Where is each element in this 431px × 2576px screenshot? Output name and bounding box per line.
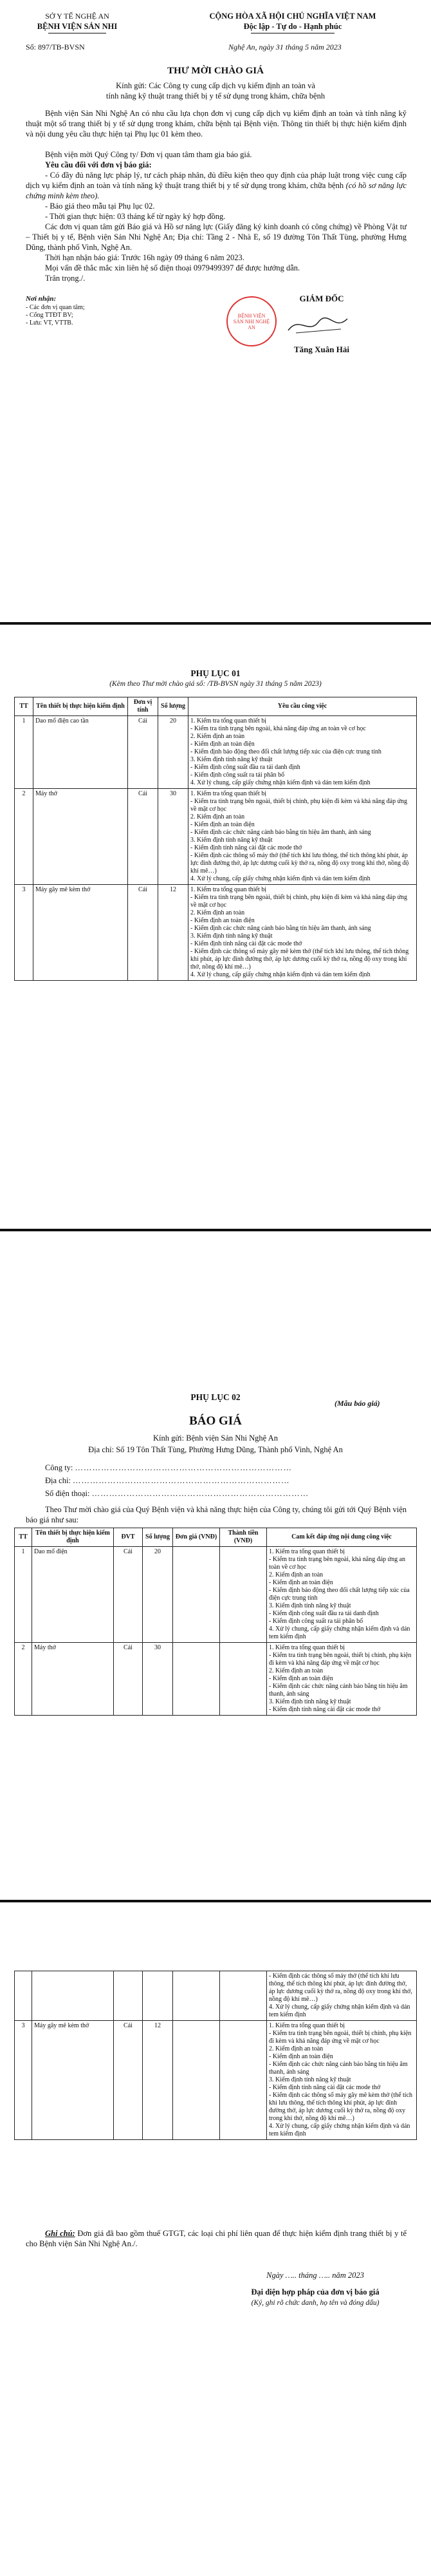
req-line: - Kiểm định các thông số máy gây mê kèm thở (thể tích khí lưu thông, thể tích thông khí phút, áp lực đỉnh đường thở, áp lực dương cuối kỳ thở ra, nồng độ oxy trong khí thở, nồng độ khí mê…) bbox=[190, 948, 409, 971]
appendix2-title: PHỤ LỤC 02 bbox=[190, 1392, 241, 1402]
contact-info: Mọi vấn đề thắc mắc xin liên hệ số điện thoại 0979499397 để được hướng dẫn. bbox=[45, 263, 300, 272]
sign-note: (Ký, ghi rõ chức danh, họ tên và đóng dấu) bbox=[251, 2299, 380, 2307]
req-line: - Kiểm tra tình trạng bên ngoài, khả năng đáp ứng an toàn về cơ học bbox=[190, 725, 366, 732]
req-line: - Kiểm định các chức năng cảnh báo bằng tín hiệu âm thanh, ánh sáng bbox=[190, 925, 371, 932]
req-line: 1. Kiểm tra tổng quan thiết bị bbox=[269, 2022, 345, 2029]
table-row bbox=[15, 885, 417, 981]
col-header: Tên thiết bị thực hiện kiểm định bbox=[32, 1528, 114, 1547]
cell-qty: 20 bbox=[158, 716, 188, 789]
page-separator bbox=[0, 1229, 431, 1231]
cell-tt bbox=[15, 1971, 32, 2021]
req-line: - Kiểm định các thông số máy thở (thể tích khí lưu thông, thể tích thông khí phút, áp lực đỉnh đường thở, áp lực dương cuối kỳ thở ra, nồng độ oxy trong khí thở, nồng độ khí mê…) bbox=[269, 1973, 412, 2003]
regards: Trân trọng./. bbox=[45, 274, 86, 283]
req-line: 2. Kiểm định an toàn bbox=[190, 909, 245, 916]
cell-unit: Cái bbox=[128, 885, 158, 981]
signature-image bbox=[283, 312, 354, 338]
req-line: 3. Kiểm định tính năng kỹ thuật bbox=[190, 756, 273, 763]
cell-device-name: Máy gây mê kèm thở bbox=[33, 885, 128, 981]
table-row bbox=[15, 1643, 417, 1716]
cell-device-name: Máy gây mê kèm thở bbox=[32, 2021, 114, 2140]
phone-dots: ………………………………………………………………… bbox=[91, 1489, 309, 1498]
sign-date: Ngày ….. tháng ….. năm 2023 bbox=[266, 2271, 364, 2280]
motto: Độc lập - Tự do - Hạnh phúc bbox=[243, 22, 342, 31]
note-text: Đơn giá đã bao gồm thuế GTGT, các loại chi phí liên quan để thực hiện kiểm định trang thiết bị y tế cho Bệnh viện Sản Nhi Nghệ An./. bbox=[26, 2229, 407, 2248]
address-field bbox=[45, 1476, 290, 1486]
recipients-list bbox=[26, 304, 85, 327]
template-note: (Mẫu báo giá) bbox=[335, 1399, 380, 1408]
cell-requirements bbox=[188, 789, 417, 885]
cell-commitment bbox=[267, 1971, 417, 2021]
address-dots: ………………………………………………………………… bbox=[73, 1476, 290, 1485]
cell-unit-price[interactable] bbox=[173, 1547, 220, 1643]
requirement-1-note: (có hồ sơ năng lực chứng minh kèm theo). bbox=[26, 181, 407, 200]
req-line: 1. Kiểm tra tổng quan thiết bị bbox=[190, 717, 267, 724]
cell-unit bbox=[114, 1971, 143, 2021]
req-line: - Kiểm định các thông số máy gây mê kèm thở (thể tích khí lưu thông, thể tích thông khí phút, áp lực đỉnh đường thở, áp lực dương cuối kỳ thở ra, nồng độ oxy trong khí thở, nồng độ khí mê…) bbox=[269, 2092, 413, 2122]
cell-tt: 2 bbox=[15, 1643, 32, 1716]
requirement-1 bbox=[26, 170, 407, 201]
appendix1-subtitle: (Kèm theo Thư mời chào giá số: /TB-BVSN ngày 31 tháng 5 năm 2023) bbox=[109, 680, 322, 688]
cell-device-name: Dao mổ điện cao tần bbox=[33, 716, 128, 789]
requirement-3: - Thời gian thực hiện: 03 tháng kể từ ngày ký hợp đồng. bbox=[45, 212, 226, 221]
letter-title: THƯ MỜI CHÀO GIÁ bbox=[167, 66, 264, 76]
req-line: - Kiểm định các chức năng cảnh báo bằng tín hiệu âm thanh, ánh sáng bbox=[269, 2061, 408, 2076]
col-header: Cam kết đáp ứng nội dung công việc bbox=[267, 1528, 417, 1547]
requirements-heading: Yêu cầu đối với đơn vị báo giá: bbox=[45, 160, 152, 169]
cell-total[interactable] bbox=[220, 1643, 267, 1716]
appendix1-title: PHỤ LỤC 01 bbox=[190, 668, 241, 678]
quote-intro: Theo Thư mời chào giá của Quý Bệnh viện và khả năng thực hiện của Công ty, chúng tôi gửi tới Quý Bệnh viện báo giá như sau: bbox=[26, 1505, 407, 1524]
cell-tt: 1 bbox=[15, 1547, 32, 1643]
letter-paragraph-1: Bệnh viện Sản Nhi Nghệ An có nhu cầu lựa chọn đơn vị cung cấp dịch vụ kiểm định an toàn và tính năng kỹ thuật một số trang thiết bị y tế sử dụng trong khám, chữa bệnh tại Bệnh viện. Thông tin thiết bị thực hiện kiểm định và nội dung yêu cầu thực hiện tại Phụ lục 01 kèm theo. bbox=[26, 109, 407, 138]
table-row bbox=[15, 1971, 417, 2021]
letter-recipient-2: tính năng kỹ thuật trang thiết bị y tế sử dụng trong khám, chữa bệnh bbox=[105, 91, 326, 100]
req-line: - Kiểm định an toàn điện bbox=[269, 1579, 333, 1586]
note-label: Ghi chú: bbox=[45, 2229, 75, 2238]
signer-title: GIÁM ĐỐC bbox=[299, 294, 344, 303]
req-line: - Kiểm định an toàn điện bbox=[269, 2053, 333, 2060]
cell-qty bbox=[143, 1971, 173, 2021]
req-line: 2. Kiểm định an toàn bbox=[269, 1571, 324, 1578]
req-line: 2. Kiểm định an toàn bbox=[190, 813, 245, 820]
table-row bbox=[15, 2021, 417, 2140]
cell-qty: 30 bbox=[158, 789, 188, 885]
doc-date: Nghệ An, ngày 31 tháng 5 năm 2023 bbox=[228, 43, 342, 52]
company-field bbox=[45, 1463, 292, 1473]
cell-commitment bbox=[267, 1547, 417, 1643]
col-header: Đơn giá (VNĐ) bbox=[173, 1528, 220, 1547]
req-line: 1. Kiểm tra tổng quan thiết bị bbox=[190, 790, 267, 797]
req-line: 3. Kiểm định tính năng kỹ thuật bbox=[190, 837, 273, 844]
recipient-item: - Cổng TTĐT BV; bbox=[26, 312, 73, 319]
req-line: - Kiểm định các chức năng cảnh báo bằng tín hiệu âm thanh, ánh sáng bbox=[269, 1683, 408, 1698]
req-line: - Kiểm tra tình trạng bên ngoài, thiết bị chính, phụ kiện đi kèm và khả năng đáp ứng về mặt cơ học bbox=[190, 894, 408, 909]
req-line: 2. Kiểm định an toàn bbox=[190, 733, 245, 740]
cell-total[interactable] bbox=[220, 1547, 267, 1643]
req-line: - Kiểm tra tình trạng bên ngoài, thiết bị chính, phụ kiện đi kèm và khả năng đáp ứng về mặt cơ học bbox=[269, 1652, 412, 1667]
req-line: - Kiểm định an toàn điện bbox=[190, 821, 255, 828]
req-line: - Kiểm tra tình trạng bên ngoài, thiết bị chính, phụ kiện đi kèm và khả năng đáp ứng về mặt cơ học bbox=[269, 2030, 412, 2045]
req-line: 3. Kiểm định tính năng kỹ thuật bbox=[190, 933, 273, 940]
nation-name: CỘNG HÒA XÃ HỘI CHỦ NGHĨA VIỆT NAM bbox=[209, 12, 376, 21]
cell-device-name: Dao mổ điện bbox=[32, 1547, 114, 1643]
quote-table-continued bbox=[14, 1971, 417, 2140]
phone-field bbox=[45, 1489, 309, 1499]
cell-unit: Cái bbox=[114, 1547, 143, 1643]
company-label: Công ty: bbox=[45, 1463, 73, 1472]
recipient-item: - Các đơn vị quan tâm; bbox=[26, 304, 85, 311]
cell-qty: 20 bbox=[143, 1547, 173, 1643]
page-separator bbox=[0, 622, 431, 625]
col-header: TT bbox=[15, 697, 33, 716]
req-line: 4. Xử lý chung, cấp giấy chứng nhận kiểm định và dán tem kiểm định bbox=[190, 971, 371, 978]
cell-unit-price[interactable] bbox=[173, 1971, 220, 2021]
quote-recipient: Kính gửi: Bệnh viện Sản Nhi Nghệ An bbox=[153, 1434, 278, 1443]
req-line: - Kiểm định báo động theo đối chất lượng tiếp xúc của điện cực trung tính bbox=[190, 748, 381, 755]
cell-unit: Cái bbox=[128, 789, 158, 885]
col-header: ĐVT bbox=[114, 1528, 143, 1547]
quote-table bbox=[14, 1528, 417, 1716]
req-line: - Kiểm tra tình trạng bên ngoài, thiết bị chính, phụ kiện đi kèm và khả năng đáp ứng về mặt cơ học bbox=[190, 798, 408, 813]
req-line: - Kiểm định các chức năng cảnh báo bằng tín hiệu âm thanh, ánh sáng bbox=[190, 829, 371, 836]
req-line: - Kiểm định tính năng cài đặt các mode thở bbox=[269, 1706, 381, 1713]
doc-number: Số: 897/TB-BVSN bbox=[26, 43, 85, 52]
hospital-name: BỆNH VIỆN SẢN NHI bbox=[37, 22, 118, 31]
table-header-row bbox=[15, 697, 417, 716]
req-line: - Kiểm định công suất ra tải phân bố bbox=[269, 1618, 363, 1625]
req-line: - Kiểm định báo động theo đối chất lượng tiếp xúc của điện cực trung tính bbox=[269, 1587, 410, 1602]
cell-commitment bbox=[267, 1643, 417, 1716]
cell-tt: 1 bbox=[15, 716, 33, 789]
req-line: 1. Kiểm tra tổng quan thiết bị bbox=[269, 1548, 345, 1555]
cell-tt: 2 bbox=[15, 789, 33, 885]
letter-paragraph-2: Bệnh viện mời Quý Công ty/ Đơn vị quan tâm tham gia báo giá. bbox=[45, 150, 252, 159]
req-line: 4. Xử lý chung, cấp giấy chứng nhận kiểm định và dán tem kiểm định bbox=[269, 1625, 410, 1640]
cell-tt: 3 bbox=[15, 2021, 32, 2140]
req-line: 3. Kiểm định tính năng kỹ thuật bbox=[269, 1698, 351, 1705]
req-line: - Kiểm định tính năng cài đặt các mode thở bbox=[269, 2084, 381, 2091]
req-line: - Kiểm định an toàn điện bbox=[190, 741, 255, 748]
address-label: Địa chỉ: bbox=[45, 1476, 71, 1485]
req-line: - Kiểm định công suất đầu ra tải danh định bbox=[190, 764, 300, 771]
signer-name: Tăng Xuân Hải bbox=[294, 345, 349, 354]
letter-paragraph-3: Các đơn vị quan tâm gửi Báo giá và Hồ sơ năng lực (Giấy đăng ký kinh doanh có công chứng) về Phòng Vật tư – Thiết bị y tế, Bệnh viện Sản Nhi Nghệ An; Địa chỉ: Tầng 2 - Nhà E, số 19 đường Tôn Thất Tùng, phường Hưng Dũng, thành phố Vinh, Nghệ An. bbox=[26, 222, 407, 252]
req-line: 1. Kiểm tra tổng quan thiết bị bbox=[269, 1644, 345, 1651]
official-stamp bbox=[226, 296, 277, 346]
col-header: Số lượng bbox=[158, 697, 188, 716]
req-line: 3. Kiểm định tính năng kỹ thuật bbox=[269, 2076, 351, 2083]
requirement-2: - Báo giá theo mẫu tại Phụ lục 02. bbox=[45, 202, 155, 211]
page-separator bbox=[0, 1900, 431, 1902]
req-line: 4. Xử lý chung, cấp giấy chứng nhận kiểm định và dán tem kiểm định bbox=[269, 2123, 410, 2137]
company-dots: ………………………………………………………………… bbox=[75, 1463, 293, 1472]
req-line: 2. Kiểm định an toàn bbox=[269, 1667, 324, 1674]
cell-total[interactable] bbox=[220, 1971, 267, 2021]
col-header: Tên thiết bị thực hiện kiểm định bbox=[33, 697, 128, 716]
phone-label: Số điện thoại: bbox=[45, 1489, 90, 1498]
cell-qty: 30 bbox=[143, 1643, 173, 1716]
cell-unit-price[interactable] bbox=[173, 2021, 220, 2140]
req-line: - Kiểm định các thông số máy thở (thể tích khí lưu thông, thể tích thông khí phút, áp lực đỉnh đường thở, áp lực dương cuối kỳ thở ra, nồng độ oxy trong khí thở, nồng độ khí mê…) bbox=[190, 852, 409, 875]
cell-unit: Cái bbox=[114, 1643, 143, 1716]
col-header: Thành tiền (VNĐ) bbox=[220, 1528, 267, 1547]
cell-qty: 12 bbox=[143, 2021, 173, 2140]
deadline: Thời hạn nhận báo giá: Trước 16h ngày 09 tháng 6 năm 2023. bbox=[45, 253, 244, 262]
appendix1-table bbox=[14, 697, 417, 981]
quote-heading: BÁO GIÁ bbox=[189, 1414, 242, 1428]
req-line: 4. Xử lý chung, cấp giấy chứng nhận kiểm định và dán tem kiểm định bbox=[190, 779, 371, 786]
requirement-1-text: - Có đầy đủ năng lực pháp lý, tư cách pháp nhân, đủ điều kiện theo quy định của pháp luật trong việc cung cấp dịch vụ kiểm định an toàn và tính năng kỹ thuật trang thiết bị y tế sử dụng trong khám, chữa bệnh bbox=[26, 171, 407, 190]
letter-recipient-1: Kính gửi: Các Công ty cung cấp dịch vụ kiểm định an toàn và bbox=[116, 81, 315, 90]
cell-unit-price[interactable] bbox=[173, 1643, 220, 1716]
cell-total[interactable] bbox=[220, 2021, 267, 2140]
cell-device-name bbox=[32, 1971, 114, 2021]
req-line: - Kiểm tra tình trạng bên ngoài, khả năng đáp ứng an toàn về cơ học bbox=[269, 1556, 406, 1571]
ministry-name: SỞ Y TẾ NGHỆ AN bbox=[45, 12, 109, 21]
table-row bbox=[15, 716, 417, 789]
req-line: 4. Xử lý chung, cấp giấy chứng nhận kiểm định và dán tem kiểm định bbox=[269, 2003, 410, 2018]
cell-device-name: Máy thở bbox=[33, 789, 128, 885]
col-header: Số lượng bbox=[143, 1528, 173, 1547]
quote-address: Địa chỉ: Số 19 Tôn Thất Tùng, Phường Hưng Dũng, Thành phố Vinh, Nghệ An bbox=[88, 1445, 343, 1454]
sign-title: Đại diện hợp pháp của đơn vị báo giá bbox=[251, 2287, 380, 2297]
req-line: - Kiểm định an toàn điện bbox=[269, 1675, 333, 1682]
req-line: - Kiểm định tính năng cài đặt các mode thở bbox=[190, 940, 302, 947]
stamp-text: BỆNH VIỆN SẢN NHI NGHỆ AN bbox=[233, 313, 270, 330]
req-line: - Kiểm định công suất ra tải phân bố bbox=[190, 772, 285, 779]
cell-device-name: Máy thở bbox=[32, 1643, 114, 1716]
cell-tt: 3 bbox=[15, 885, 33, 981]
req-line: 2. Kiểm định an toàn bbox=[269, 2045, 324, 2052]
quote-note bbox=[26, 2228, 407, 2249]
cell-requirements bbox=[188, 716, 417, 789]
cell-requirements bbox=[188, 885, 417, 981]
table-row bbox=[15, 1547, 417, 1643]
req-line: - Kiểm định công suất đầu ra tải danh định bbox=[269, 1610, 379, 1617]
col-header: TT bbox=[15, 1528, 32, 1547]
col-header: Yêu cầu công việc bbox=[188, 697, 417, 716]
cell-qty: 12 bbox=[158, 885, 188, 981]
req-line: - Kiểm định an toàn điện bbox=[190, 917, 255, 924]
col-header: Đơn vị tính bbox=[128, 697, 158, 716]
req-line: 4. Xử lý chung, cấp giấy chứng nhận kiểm định và dán tem kiểm định bbox=[190, 875, 371, 882]
cell-unit: Cái bbox=[114, 2021, 143, 2140]
cell-commitment bbox=[267, 2021, 417, 2140]
req-line: 1. Kiểm tra tổng quan thiết bị bbox=[190, 886, 267, 893]
table-header-row bbox=[15, 1528, 417, 1547]
recipient-item: - Lưu: VT, VTTB. bbox=[26, 319, 73, 327]
recipients-label: Nơi nhận: bbox=[26, 295, 57, 303]
cell-unit: Cái bbox=[128, 716, 158, 789]
req-line: 3. Kiểm định tính năng kỹ thuật bbox=[269, 1602, 351, 1609]
req-line: - Kiểm định tính năng cài đặt các mode thở bbox=[190, 844, 302, 851]
table-row bbox=[15, 789, 417, 885]
